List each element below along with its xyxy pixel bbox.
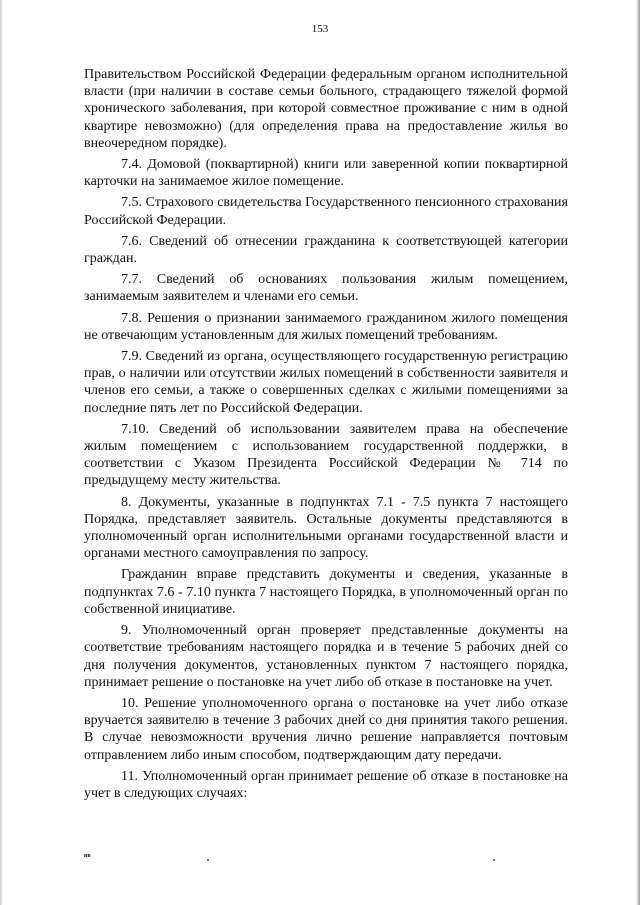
paragraph-10: 10. Решение уполномоченного органа о постановке на учет либо отказе вручается заявителю в течение 3 рабочих дней со дня принятия такого решения. В случае невозможности вручения лично решение направляется почтовым отправлением либо иным способом, подтверждающим дату передачи.: [84, 695, 568, 763]
scan-edge-right: [636, 0, 640, 905]
paragraph-7-10: 7.10. Сведений об использовании заявителем права на обеспечение жилым помещением с использованием государственной поддержки, в соответствии с Указом Президента Российской Федерации № 714 по предыдущему месту жительства.: [84, 421, 568, 489]
scan-speck: [207, 859, 209, 861]
scan-edge-left: [0, 0, 3, 905]
paragraph-7-8: 7.8. Решения о признании занимаемого гражданином жилого помещения не отвечающим установленным для жилых помещений требованиям.: [84, 310, 568, 343]
paragraph-7-6: 7.6. Сведений об отнесении гражданина к соответствующей категории граждан.: [84, 233, 568, 267]
paragraph-7-7: 7.7. Сведений об основаниях пользования жилым помещением, занимаемым заявителем и членами его семьи.: [84, 272, 568, 305]
paragraph-9: 9. Уполномоченный орган проверяет представленные документы на соответствие требованиям настоящего порядка и в течение 5 рабочих дней со дня получения документов, установленных пунктом 7 настоящего порядка, принимает решение о постановке на учет либо об отказе в постановке на учет.: [84, 623, 568, 690]
paragraph-7-9: 7.9. Сведений из органа, осуществляющего государственную регистрацию прав, о наличии или отсутствии жилых помещений в собственности заявителя и членов его семьи, а также о совершенных сделках с жилыми помещениями за последние пять лет по Российской Федерации.: [84, 349, 568, 416]
scan-speck: [493, 859, 495, 861]
document-body: [84, 66, 568, 802]
paragraph-7-4: 7.4. Домовой (поквартирной) книги или заверенной копии поквартирной карточки на занимаемое жилое помещение.: [84, 157, 568, 190]
paragraph-8: 8. Документы, указанные в подпунктах 7.1 - 7.5 пункта 7 настоящего Порядка, представляет заявитель. Остальные документы представляются в уполномоченный орган исполнительными органами государственной власти и органами местного самоуправления по запросу.: [84, 494, 568, 562]
paragraph-11: 11. Уполномоченный орган принимает решение об отказе в постановке на учет в следующих случаях:: [84, 768, 568, 801]
paragraph-8-note: Гражданин вправе представить документы и сведения, указанные в подпунктах 7.6 - 7.10 пункта 7 настоящего Порядка, в уполномоченный орган по собственной инициативе.: [84, 567, 568, 617]
paragraph-7-5: 7.5. Страхового свидетельства Государственного пенсионного страхования Российской Федерации.: [84, 195, 568, 228]
page-number: 153: [311, 23, 329, 35]
footer-mark: нв: [84, 853, 91, 859]
paragraph-continuation: Правительством Российской Федерации федеральным органом исполнительной власти (при наличии в составе семьи больного, страдающего тяжелой формой хронического заболевания, при которой совместное проживание с ним в одной квартире невозможно) (для определения права на предоставление жилья во внеочередном порядке).: [84, 67, 568, 151]
